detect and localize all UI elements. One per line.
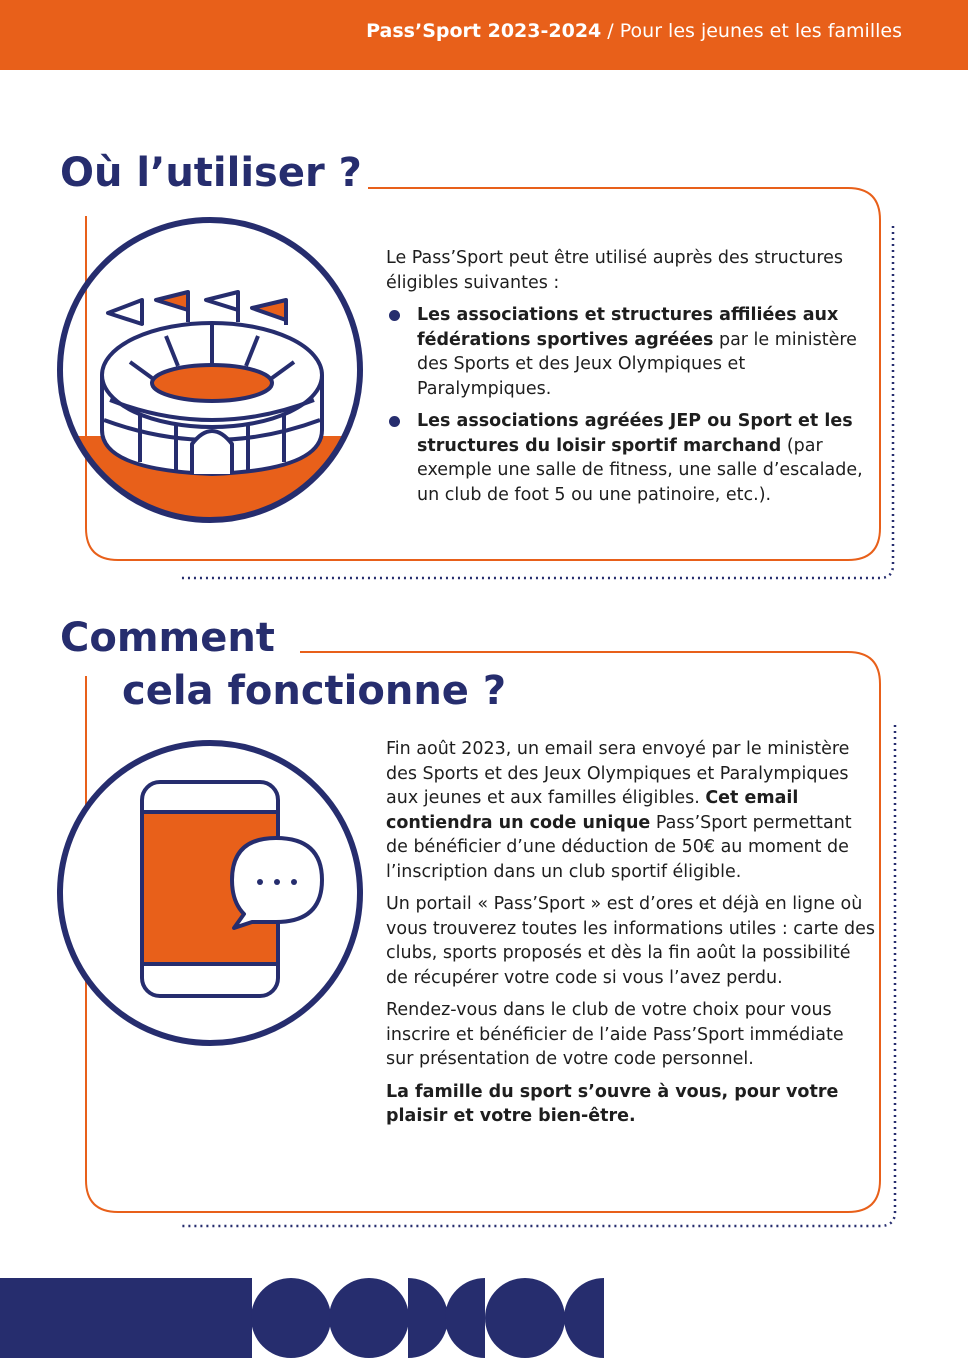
section2-title-line1: Comment bbox=[60, 615, 275, 661]
header-brand: Pass’Sport 2023-2024 bbox=[366, 20, 602, 42]
header-subtitle: Pour les jeunes et les familles bbox=[619, 20, 902, 42]
section1-title: Où l’utiliser ? bbox=[60, 150, 362, 196]
list-item bbox=[386, 303, 866, 401]
section2-paragraph-2: Un portail « Pass’Sport » est d’ores et déjà en ligne où vous trouverez toutes les informations utiles : carte des clubs, sports proposés et dès la fin août la possibilité de récupérer votre code si vous l’avez perdu. bbox=[386, 894, 876, 988]
list-item bbox=[386, 409, 866, 507]
p1-text-b: Pass’Sport permettant de bénéficier d’une déduction de 50€ au moment de l’inscription dans un club sportif éligible. bbox=[386, 812, 852, 882]
p1-text-a: Fin août 2023, un email sera envoyé par le ministère des Sports et des Jeux Olympiques et Paralympiques aux jeunes et aux familles éligibles. bbox=[386, 739, 850, 808]
list-item-text: par le ministère des Sports et des Jeux Olympiques et Paralympiques. bbox=[417, 329, 857, 399]
p1-bold: Cet email contiendra un code unique bbox=[386, 788, 799, 833]
bullet-icon bbox=[389, 416, 400, 427]
section1-list bbox=[386, 303, 866, 507]
bullet-icon bbox=[389, 310, 400, 321]
section2-paragraph-4 bbox=[386, 1080, 876, 1129]
section2-title-line2: cela fonctionne ? bbox=[122, 668, 507, 714]
list-item-bold: Les associations agréées JEP ou Sport et les structures du loisir sportif marchand bbox=[417, 411, 853, 456]
stadium-icon bbox=[50, 220, 380, 536]
section2-body bbox=[386, 737, 876, 1137]
section2-paragraph-1 bbox=[386, 737, 876, 884]
section2-paragraph-3: Rendez-vous dans le club de votre choix pour vous inscrire et bénéficier de l’aide Pass’Sport immédiate sur présentation de votre code personnel. bbox=[386, 1000, 844, 1069]
section1-body bbox=[386, 246, 866, 515]
list-item-text: (par exemple une salle de fitness, une salle d’escalade, un club de foot 5 ou une patinoire, etc.). bbox=[417, 435, 863, 505]
p4-bold: La famille du sport s’ouvre à vous, pour votre plaisir et votre bien-être. bbox=[386, 1081, 839, 1126]
header-separator: / bbox=[601, 20, 620, 42]
section1-intro: Le Pass’Sport peut être utilisé auprès des structures éligibles suivantes : bbox=[386, 248, 844, 293]
footer-decoration bbox=[0, 1278, 604, 1358]
phone-message-icon bbox=[60, 743, 360, 1043]
list-item-bold: Les associations et structures affiliées aux fédérations sportives agréées bbox=[417, 305, 839, 350]
